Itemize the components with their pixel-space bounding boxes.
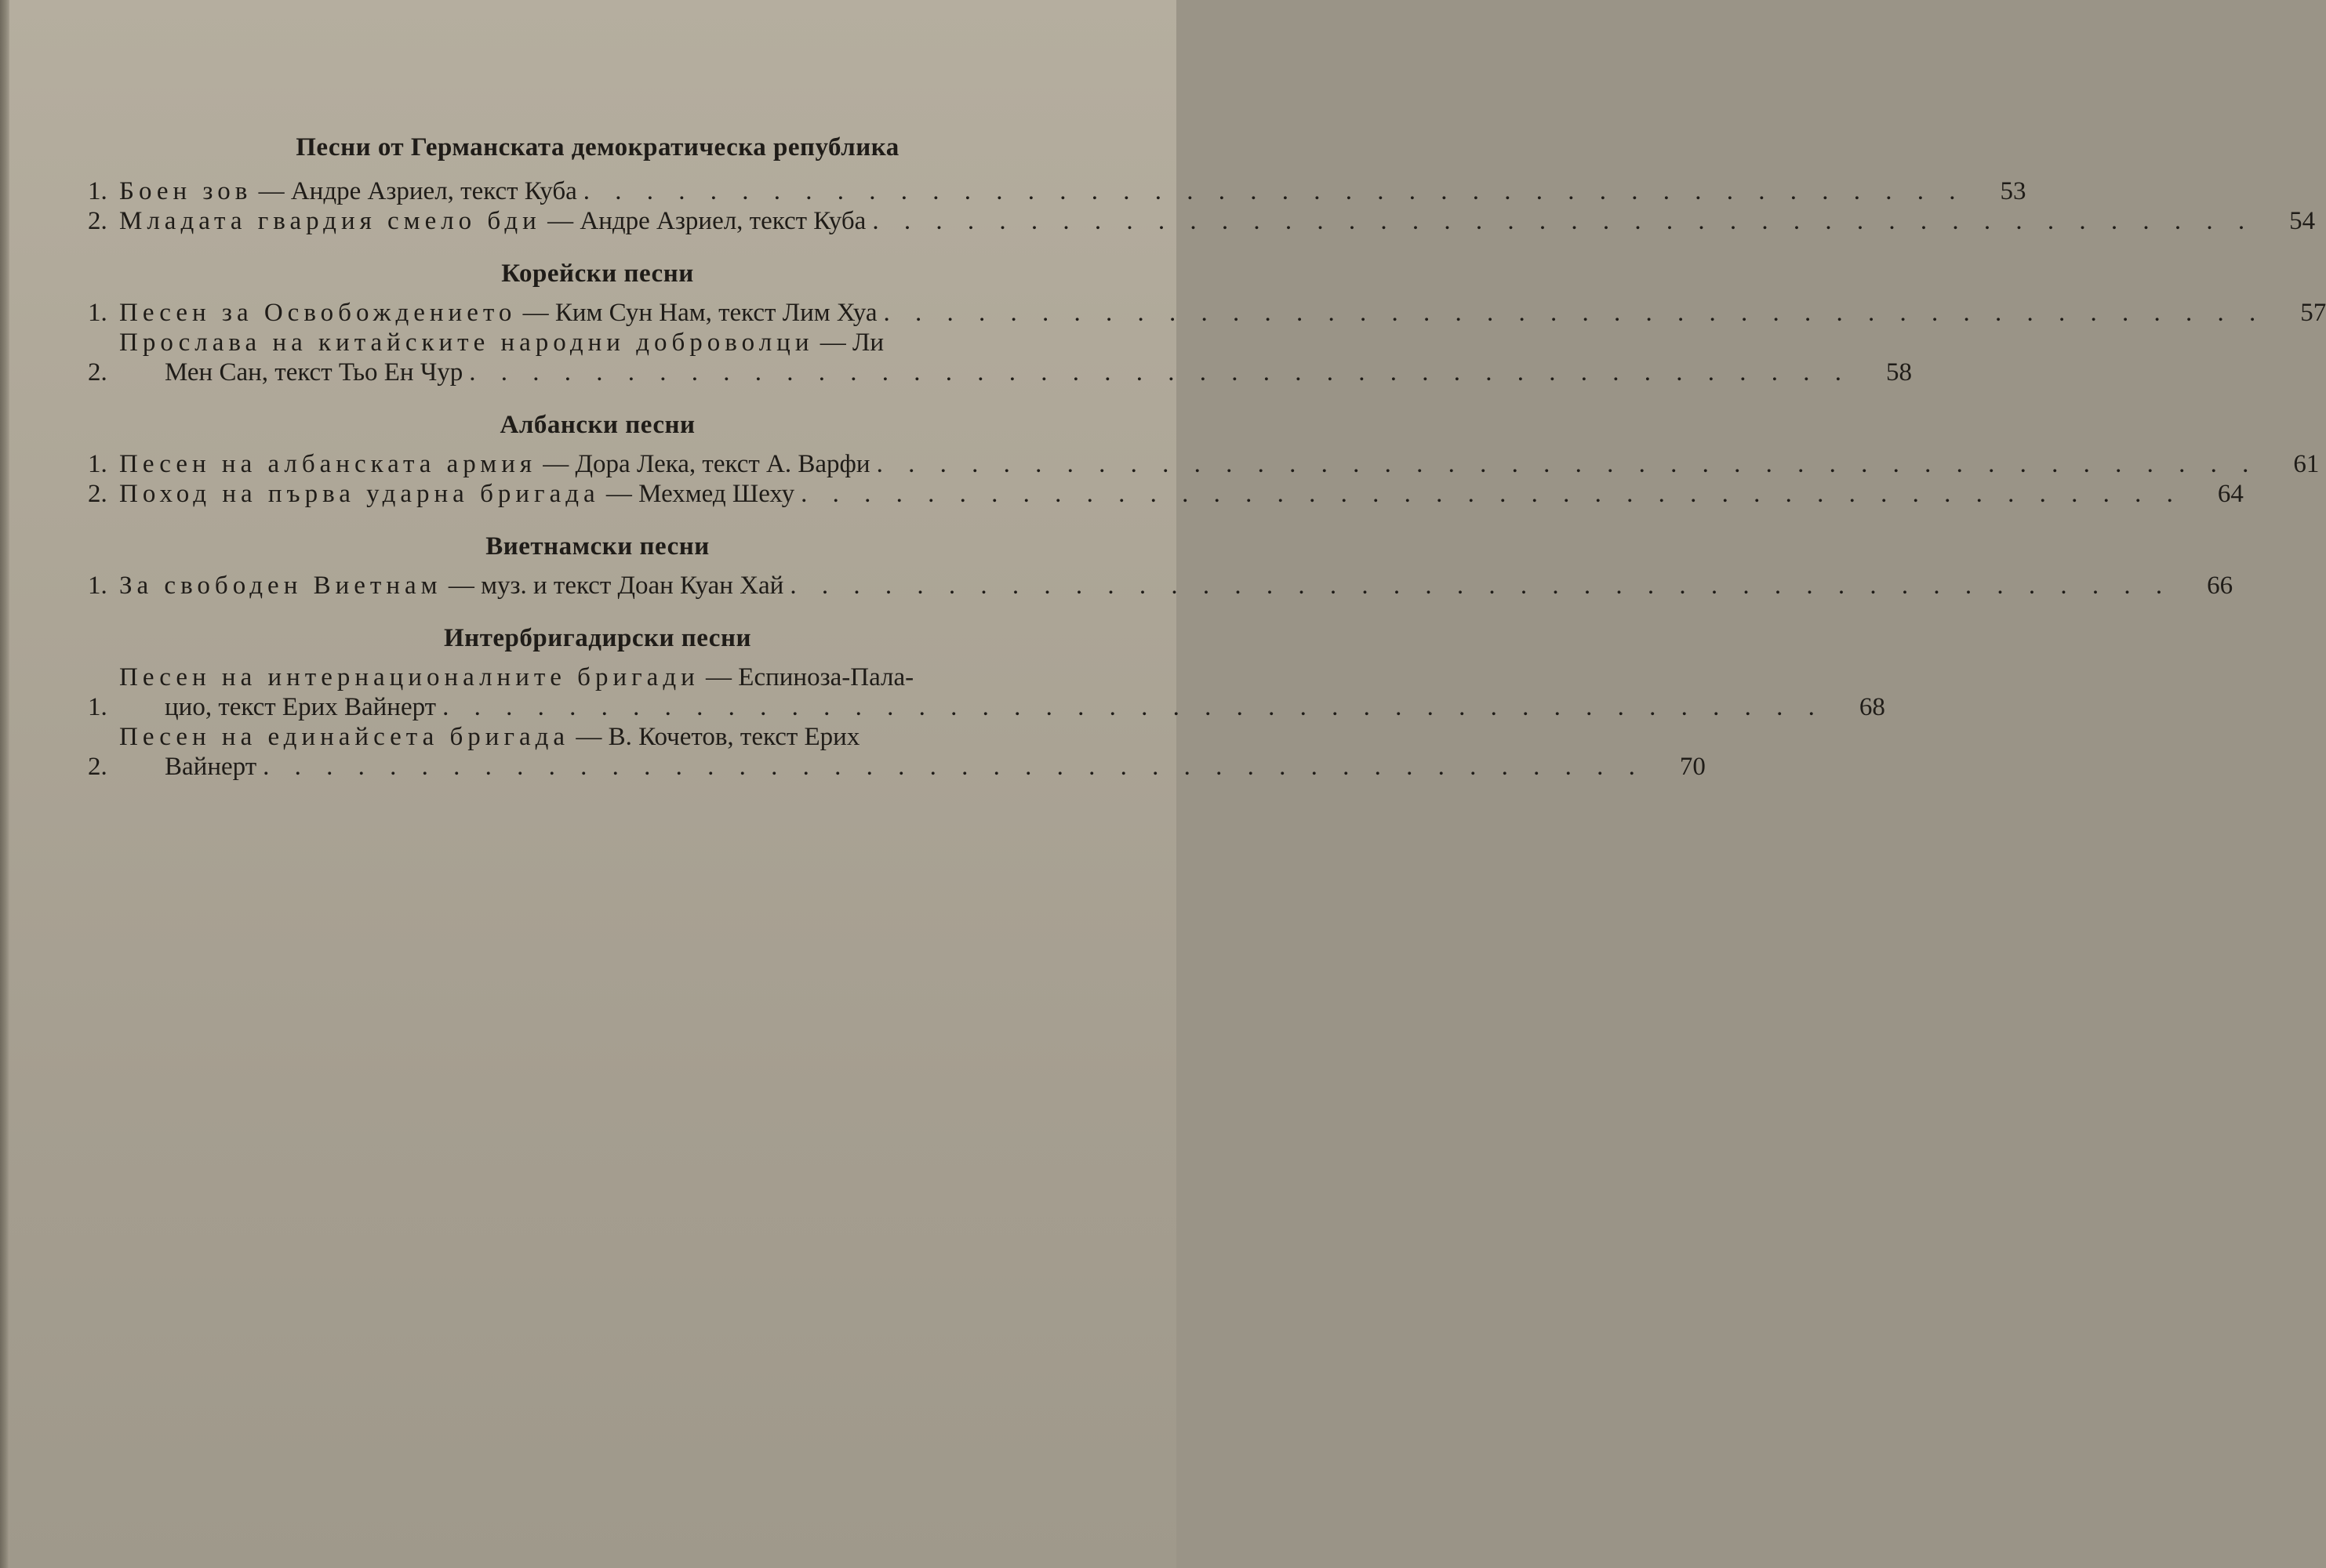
entry-number: 2. — [88, 207, 107, 235]
song-credits: Мехмед Шеху — [638, 480, 795, 508]
em-dash: — — [569, 723, 609, 751]
song-credits-continued: Вайнерт — [165, 753, 257, 781]
song-title: Боен зов — [119, 177, 253, 205]
toc-section — [88, 411, 2320, 509]
song-credits: Андре Азриел, текст Куба — [580, 207, 867, 235]
page-number: 61 — [2293, 450, 2320, 478]
table-of-contents — [88, 133, 2326, 805]
em-dash: — — [540, 207, 580, 235]
dot-leader — [872, 206, 2254, 236]
book-page — [9, 0, 2326, 1568]
song-title: Песен за Освобождението — [119, 299, 517, 327]
toc-section — [88, 133, 2316, 236]
entry-number: 1. — [88, 450, 107, 478]
song-title: Песен на интернационалните бригади — [119, 663, 700, 691]
em-dash: — — [599, 480, 639, 508]
song-credits: Андре Азриел, текст Куба — [290, 177, 577, 205]
book-spine-edge — [0, 0, 9, 1568]
toc-section — [88, 624, 1885, 782]
page-number: 57 — [2300, 299, 2326, 327]
toc-entry — [88, 571, 2233, 601]
song-title: Песен на албанската армия — [119, 450, 537, 478]
toc-entry — [88, 449, 2320, 479]
song-credits: Ли — [852, 328, 885, 357]
entry-number: 2. — [88, 480, 107, 508]
song-credits: муз. и текст Доан Куан Хай — [481, 572, 784, 600]
section-title: Корейски песни — [501, 260, 694, 288]
song-title: Поход на първа ударна бригада — [119, 480, 600, 508]
song-credits: Дора Лека, текст А. Варфи — [575, 450, 870, 478]
entry-number: 1. — [88, 572, 107, 600]
song-credits-continued: цио, текст Ерих Вайнерт — [165, 693, 437, 721]
dot-leader — [263, 752, 1645, 782]
entry-number: 2. — [88, 358, 107, 387]
entry-number: 1. — [88, 299, 107, 327]
em-dash: — — [442, 572, 482, 600]
dot-leader — [884, 298, 2266, 328]
song-title: Младата гвардия смело бди — [119, 207, 541, 235]
dot-leader — [790, 571, 2172, 601]
section-title: Виетнамски песни — [485, 532, 710, 561]
page-number: 70 — [1679, 753, 1706, 781]
section-title: Песни от Германската демократическа република — [296, 133, 900, 162]
dot-leader — [801, 479, 2182, 509]
toc-entry — [88, 206, 2316, 236]
toc-entry — [88, 298, 2326, 328]
toc-section — [88, 532, 2233, 601]
song-credits: В. Кочетов, текст Ерих — [608, 723, 860, 751]
dot-leader — [442, 692, 1824, 722]
toc-section — [88, 260, 2326, 387]
song-credits-continued: Мен Сан, текст Тьо Ен Чур — [165, 358, 463, 387]
section-title: Интербригадирски песни — [444, 624, 751, 652]
page-number: 68 — [1859, 693, 1885, 721]
page-number: 54 — [2289, 207, 2316, 235]
song-title: За свободен Виетнам — [119, 572, 442, 600]
song-title: Песен на единайсета бригада — [119, 723, 570, 751]
em-dash: — — [252, 177, 291, 205]
page-number: 64 — [2217, 480, 2244, 508]
toc-entry — [88, 479, 2244, 509]
em-dash: — — [813, 328, 853, 357]
toc-entry — [88, 328, 1913, 387]
em-dash: — — [516, 299, 555, 327]
toc-entry — [88, 176, 2026, 206]
page-number: 66 — [2207, 572, 2233, 600]
toc-entry — [88, 722, 1706, 782]
entry-number: 1. — [88, 177, 107, 205]
toc-entry — [88, 662, 1885, 722]
entry-number: 2. — [88, 753, 107, 781]
song-title: Прослава на китайските народни доброволци — [119, 328, 814, 357]
dot-leader — [877, 449, 2259, 479]
dot-leader — [583, 176, 1965, 206]
page-number: 58 — [1886, 358, 1913, 387]
song-credits: Ким Сун Нам, текст Лим Хуа — [554, 299, 878, 327]
entry-number: 1. — [88, 693, 107, 721]
dot-leader — [469, 358, 1851, 387]
em-dash: — — [699, 663, 739, 691]
em-dash: — — [536, 450, 576, 478]
page-number: 53 — [2000, 177, 2026, 205]
song-credits: Еспиноза-Пала- — [738, 663, 914, 691]
section-title: Албански песни — [500, 411, 696, 439]
